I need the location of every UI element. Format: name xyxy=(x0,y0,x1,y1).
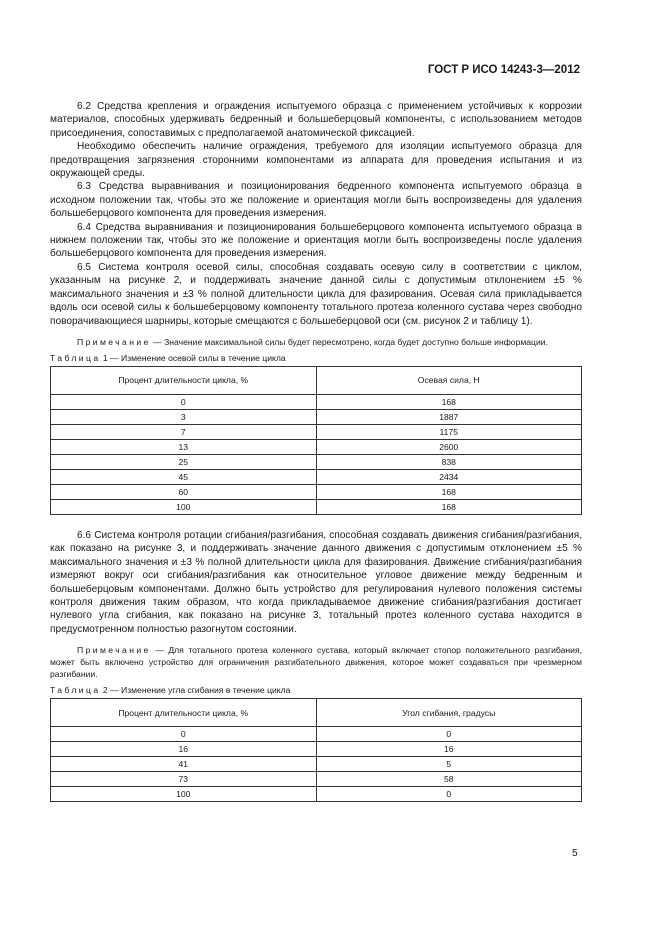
paragraph-6-6: 6.6 Система контроля ротации сгибания/разгибания, способная создавать движения сгибания/разгибания, как показано на рисунке 3, и поддерживать значение данного движения с допустимым отклонением ±5 % максимального значения и ±3 % полной длительности цикла для фазирования. Движение сгибания/разгибания измеряют вокруг оси сгибания/разгибания как относительное угловое движение между бедренным и большеберцовым компонентами. Должно быть устройство для регулирования нулевого положения системы контроля движения таким образом, что когда прикладываемое движение сгибания/разгибания достигает нулевого угла сгибания, как показано на рисунке 3, тотальный протез коленного сустава находится в предусмотренном полностью разогнутом состоянии. xyxy=(50,529,582,635)
paragraph-enclosure: Необходимо обеспечить наличие ограждения, требуемого для изоляции испытуемого образца для предотвращения загрязнения сторонними компонентами из аппарата для проведения испытания и из окружающей среды. xyxy=(50,141,582,180)
table-cell: 5 xyxy=(316,757,582,772)
table-row xyxy=(51,454,582,469)
paragraph-6-2: 6.2 Средства крепления и ограждения испытуемого образца с применением устойчивых к коррозии материалов, способных удерживать бедренный и большеберцовый компоненты, с использованием методов присоединения, сопоставимых с предполагаемой анатомической фиксацией. xyxy=(50,101,582,139)
table-cell: 0 xyxy=(316,727,582,742)
table-row xyxy=(51,757,582,772)
table-1-caption xyxy=(50,352,582,364)
table-cell: 0 xyxy=(316,787,582,802)
note-extension-stop xyxy=(50,644,582,680)
paragraph-6-4: 6.4 Средства выравнивания и позиционирования большеберцового компонента испытуемого образца в нижнем положении так, чтобы это же положение и ориентация могли быть воспроизведены после удаления большеберцового компонента для проведения измерения. xyxy=(50,221,582,260)
table-header-cell: Процент длительности цикла, % xyxy=(51,699,317,727)
table-flexion-angle xyxy=(50,698,582,802)
table-row xyxy=(51,727,582,742)
note-text: — Для тотального протеза коленного сустава, который включает стопор положительного разгибания, может быть включено устройство для ограничения разгибательного движения, которое может создаваться при чрезмерном разгибании. xyxy=(50,645,582,680)
table-cell: 7 xyxy=(51,424,317,439)
table-header-cell: Процент длительности цикла, % xyxy=(51,366,317,394)
table-row xyxy=(51,409,582,424)
table-row xyxy=(51,424,582,439)
note-label: Примечание xyxy=(77,645,151,656)
table-cell: 0 xyxy=(51,394,317,409)
table-cell: 41 xyxy=(51,757,317,772)
table-header-cell: Осевая сила, Н xyxy=(316,366,582,394)
table-cell: 2434 xyxy=(316,469,582,484)
note-max-force xyxy=(50,336,582,348)
table-cell: 168 xyxy=(316,484,582,499)
table-label: Таблица xyxy=(50,352,101,363)
table-cell: 0 xyxy=(51,727,317,742)
table-cell: 3 xyxy=(51,409,317,424)
paragraph-6-5: 6.5 Система контроля осевой силы, способная создавать осевую силу в соответствии с циклом, указанным на рисунке 2, и поддерживать значение данной силы с допустимым отклонением ±5 % максимального значения и ±3 % полной длительности цикла для фазирования. Осевая сила прикладывается вдоль оси осевой силы к большеберцовому компоненту тотального протеза коленного сустава через свободно поворачивающиеся шарниры, которые смещаются с большеберцовой оси (см. рисунок 2 и таблицу 1). xyxy=(50,261,582,327)
table-cell: 1887 xyxy=(316,409,582,424)
table-row xyxy=(51,742,582,757)
document-body xyxy=(50,100,582,802)
table-cell: 100 xyxy=(51,499,317,514)
table-row xyxy=(51,484,582,499)
table-cell: 838 xyxy=(316,454,582,469)
table-cell: 25 xyxy=(51,454,317,469)
table-caption-text: 2 — Изменение угла сгибания в течение цикла xyxy=(100,685,291,696)
table-cell: 16 xyxy=(316,742,582,757)
table-axial-force xyxy=(50,366,582,515)
table-row xyxy=(51,499,582,514)
table-row xyxy=(51,394,582,409)
note-text: — Значение максимальной силы будет пересмотрено, когда будет доступно больше информации. xyxy=(150,336,548,347)
note-label: Примечание xyxy=(77,336,151,347)
table-cell: 60 xyxy=(51,484,317,499)
table-cell: 73 xyxy=(51,772,317,787)
table-cell: 1175 xyxy=(316,424,582,439)
table-body xyxy=(51,727,582,802)
table-cell: 2600 xyxy=(316,439,582,454)
table-row xyxy=(51,469,582,484)
table-cell: 16 xyxy=(51,742,317,757)
table-2-caption xyxy=(50,684,582,696)
table-cell: 168 xyxy=(316,499,582,514)
table-row xyxy=(51,439,582,454)
table-caption-text: 1 — Изменение осевой силы в течение цикла xyxy=(100,352,286,363)
table-cell: 58 xyxy=(316,772,582,787)
table-row xyxy=(51,787,582,802)
table-cell: 168 xyxy=(316,394,582,409)
table-cell: 13 xyxy=(51,439,317,454)
table-body xyxy=(51,394,582,514)
paragraph-6-3: 6.3 Средства выравнивания и позиционирования бедренного компонента испытуемого образца в исходном положении так, чтобы это же положение и ориентация могли быть воспроизведены для удаления большеберцового компонента для проведения измерения. xyxy=(50,181,582,220)
table-cell: 45 xyxy=(51,469,317,484)
table-row xyxy=(51,772,582,787)
table-cell: 100 xyxy=(51,787,317,802)
document-header: ГОСТ Р ИСО 14243-3—2012 xyxy=(427,64,580,76)
page-number: 5 xyxy=(572,848,578,859)
table-header-cell: Угол сгибания, градусы xyxy=(316,699,582,727)
table-label: Таблица xyxy=(50,685,101,696)
